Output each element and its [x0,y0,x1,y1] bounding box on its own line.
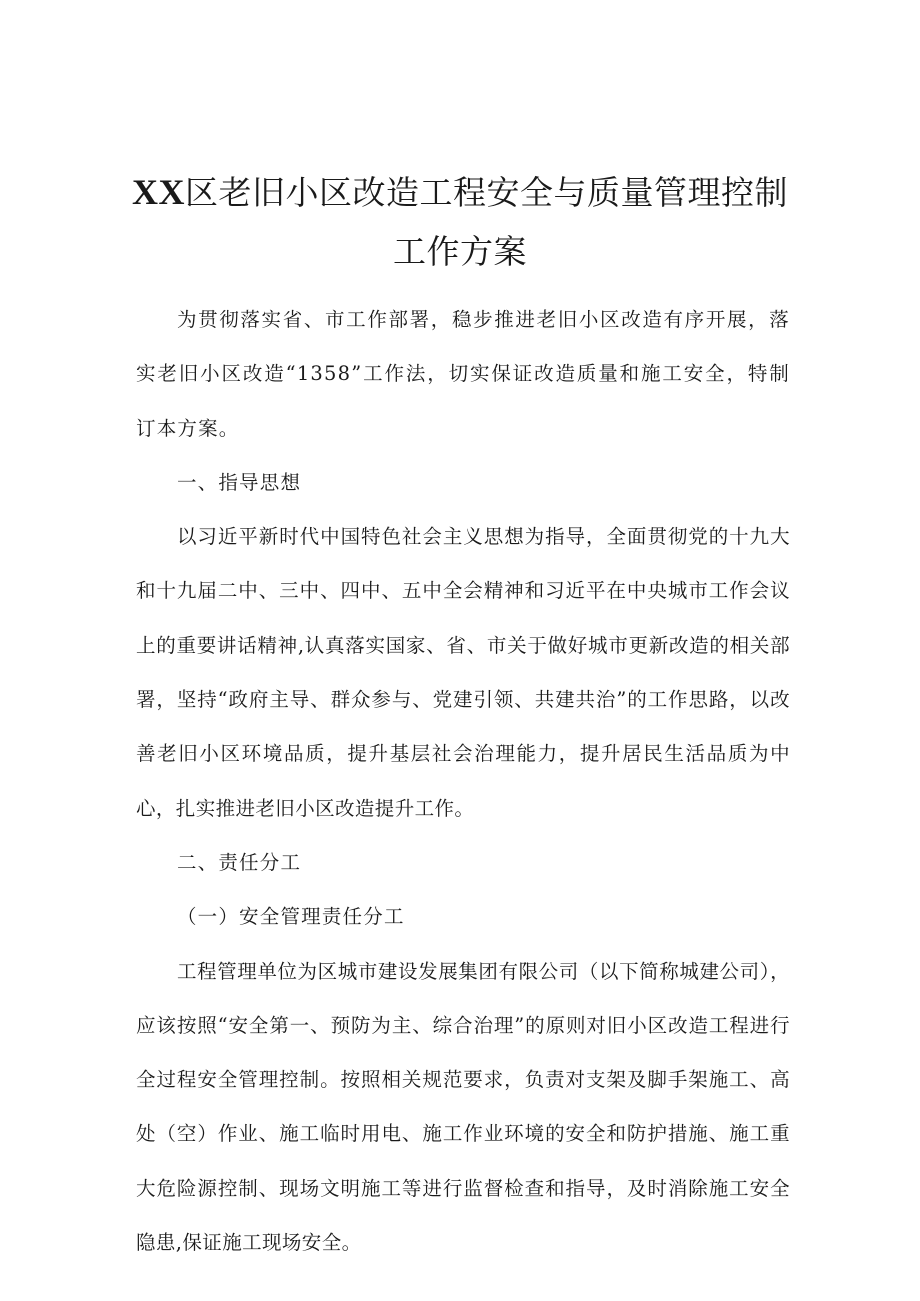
guiding-thought-paragraph: 以习近平新时代中国特色社会主义思想为指导，全面贯彻党的十九大和十九届二中、三中、四中、五中全会精神和习近平在中央城市工作会议上的重要讲话精神,认真落实国家、省、市关于做好城市更新改造的相关部署，坚持“政府主导、群众参与、党建引领、共建共治”的工作思路，以改善老旧小区环境品质，提升基层社会治理能力，提升居民生活品质为中心，扎实推进老旧小区改造提升工作。 [136,525,790,820]
section-heading-guiding-thought: 一、指导思想 [176,470,302,494]
document-title-line-2: 工作方案 [393,232,527,271]
document-title-line-1 [100,172,820,213]
safety-duties-paragraph: 工程管理单位为区城市建设发展集团有限公司（以下简称城建公司），应该按照“安全第一、预防为主、综合治理”的原则对旧小区改造工程进行全过程安全管理控制。按照相关规范要求，负责对支架及脚手架施工、高处（空）作业、施工临时用电、施工作业环境的安全和防护措施、施工重大危险源控制、现场文明施工等进行监督检查和指导，及时消除施工安全隐患,保证施工现场安全。 [136,959,790,1255]
title-prefix: XX [132,172,185,212]
intro-paragraph: 为贯彻落实省、市工作部署，稳步推进老旧小区改造有序开展，落实老旧小区改造“1358”工作法，切实保证改造质量和施工安全，特制订本方案。 [136,308,790,440]
document-body [136,293,790,1270]
title-line-1-text: 区老旧小区改造工程安全与质量管理控制 [185,173,788,212]
section-heading-responsibilities: 二、责任分工 [176,850,302,874]
subsection-heading-safety: （一）安全管理责任分工 [176,905,405,929]
